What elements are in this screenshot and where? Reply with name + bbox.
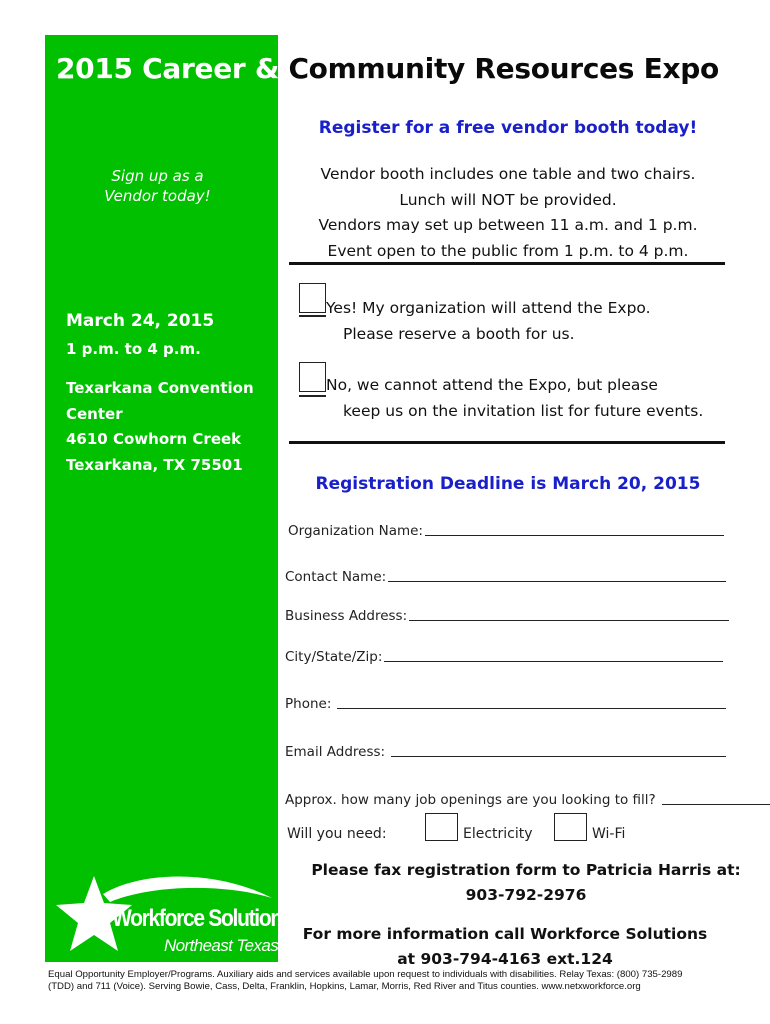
- info-contact: [280, 922, 730, 972]
- register-heading: Register for a free vendor booth today!: [318, 118, 698, 138]
- detail-line: Event open to the public from 1 p.m. to 4 p.m.: [327, 241, 689, 260]
- title-part-black: Community Resources Expo: [288, 52, 719, 85]
- email-field: [285, 740, 726, 760]
- city-state-zip-label: City/State/Zip:: [285, 649, 383, 665]
- city-state-zip-input[interactable]: [384, 645, 723, 662]
- footer-disclaimer: [48, 969, 748, 993]
- booth-details: [288, 162, 728, 264]
- job-openings-field: [285, 788, 727, 808]
- yes-checkbox-underline: [299, 315, 326, 317]
- no-checkbox-underline: [299, 395, 326, 397]
- no-checkbox[interactable]: [299, 362, 326, 392]
- city-state-zip-field: [285, 645, 723, 665]
- organization-input[interactable]: [425, 519, 724, 536]
- signup-line-1: Sign up as a: [111, 167, 204, 185]
- venue-name-line-1: Texarkana Convention: [66, 379, 254, 397]
- info-phone: at 903-794-4163 ext.124: [397, 950, 613, 968]
- fax-line-1: Please fax registration form to Patricia Harris at:: [311, 861, 741, 879]
- yes-option-label: Yes! My organization will attend the Expo.: [326, 299, 651, 317]
- signup-line-2: Vendor today!: [104, 187, 211, 205]
- fax-number: 903-792-2976: [465, 886, 587, 904]
- divider-bottom: [289, 441, 725, 444]
- phone-input[interactable]: [337, 692, 726, 709]
- address-line-2: Texarkana, TX 75501: [66, 455, 243, 474]
- deadline-heading: Registration Deadline is March 20, 2015: [315, 474, 701, 494]
- detail-line: Lunch will NOT be provided.: [399, 190, 617, 209]
- no-option-label: No, we cannot attend the Expo, but please: [326, 376, 658, 394]
- contact-label: Contact Name:: [285, 569, 387, 585]
- organization-field: [288, 519, 724, 539]
- wifi-label: Wi-Fi: [592, 826, 626, 842]
- fax-instructions: [296, 858, 756, 908]
- detail-line: Vendors may set up between 11 a.m. and 1 p.m.: [318, 216, 698, 234]
- contact-field: [285, 565, 726, 585]
- organization-label: Organization Name:: [288, 523, 423, 539]
- page-title: [56, 52, 719, 85]
- logo-subtitle: Northeast Texas: [164, 936, 279, 955]
- email-label: Email Address:: [285, 744, 386, 760]
- will-you-need-label: Will you need:: [287, 826, 387, 842]
- business-address-input[interactable]: [409, 604, 729, 621]
- event-time: 1 p.m. to 4 p.m.: [66, 340, 201, 358]
- yes-checkbox[interactable]: [299, 283, 326, 313]
- footer-line-2: (TDD) and 711 (Voice). Serving Bowie, Cass, Delta, Franklin, Hopkins, Lamar, Morris, Red River and Titus counties. www.netxworkforce.org: [48, 981, 641, 992]
- title-part-white: 2015 Career &: [56, 52, 289, 85]
- footer-line-1: Equal Opportunity Employer/Programs. Auxiliary aids and services available upon request to individuals with disabilities. Relay Texas: (800) 735-2989: [48, 969, 683, 980]
- electricity-checkbox[interactable]: [425, 813, 458, 841]
- job-openings-label: Approx. how many job openings are you looking to fill?: [285, 792, 656, 808]
- job-openings-input[interactable]: [662, 788, 770, 805]
- logo-title: Workforce Solutions: [112, 905, 293, 932]
- yes-option-label-2: Please reserve a booth for us.: [343, 325, 575, 343]
- info-line-1: For more information call Workforce Solutions: [302, 925, 708, 943]
- venue-name-line-2: Center: [66, 404, 123, 423]
- venue-address: [66, 376, 254, 478]
- signup-callout: [70, 166, 245, 206]
- contact-input[interactable]: [388, 565, 726, 582]
- electricity-label: Electricity: [463, 826, 533, 842]
- email-input[interactable]: [391, 740, 726, 757]
- address-line-1: 4610 Cowhorn Creek: [66, 430, 242, 448]
- swoosh-icon: [103, 876, 272, 902]
- phone-field: [285, 692, 726, 712]
- wifi-checkbox[interactable]: [554, 813, 587, 841]
- event-date: March 24, 2015: [66, 311, 215, 331]
- detail-line: Vendor booth includes one table and two chairs.: [320, 165, 696, 183]
- phone-label: Phone:: [285, 696, 332, 712]
- no-option-label-2: keep us on the invitation list for future events.: [343, 402, 704, 420]
- divider-top: [289, 262, 725, 265]
- business-address-label: Business Address:: [285, 608, 408, 624]
- business-address-field: [285, 604, 729, 624]
